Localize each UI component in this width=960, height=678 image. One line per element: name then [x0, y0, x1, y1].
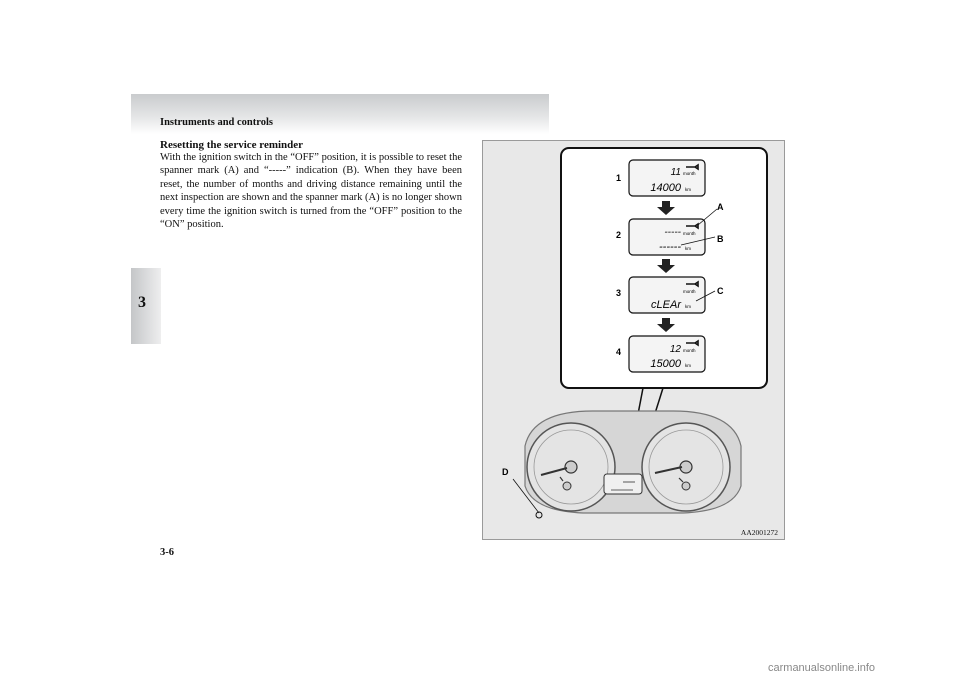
section-body: With the ignition switch in the “OFF” position, it is possible to reset the spanner mark (A) and “-----” indication (B). When they have been reset, the number of months and driving distance remaining until the next inspection are shown and the spanner mark (A) is no longer shown every time the ignition switch is turned from the “OFF” position to the “ON” position.: [160, 152, 462, 231]
step-number-1: 1: [616, 173, 622, 183]
service-reminder-figure: [482, 140, 785, 540]
km-unit-4: km: [685, 363, 691, 368]
month-value-2: -----: [664, 227, 681, 238]
month-unit-2: month: [683, 231, 696, 236]
month-value-1: 11: [670, 167, 681, 178]
callout-label-d: D: [502, 467, 509, 477]
figure-illustration: [483, 141, 786, 541]
km-unit-2: km: [685, 246, 691, 251]
month-value-4: 12: [669, 344, 681, 355]
km-value-2: ------: [659, 241, 681, 253]
section-heading: Resetting the service reminder: [160, 139, 304, 151]
callout-label-a: A: [717, 202, 724, 212]
km-value-1: 14000: [650, 182, 681, 194]
figure-code: AA2001272: [740, 528, 778, 537]
instrument-cluster: [525, 411, 741, 513]
km-value-4: 15000: [650, 358, 681, 370]
km-unit-3: km: [685, 304, 691, 309]
header-title: Instruments and controls: [160, 117, 273, 128]
km-value-3: cLEAr: [651, 299, 681, 311]
km-unit-1: km: [685, 187, 691, 192]
header-band: [131, 94, 549, 134]
callout-label-c: C: [717, 286, 724, 296]
page-number: 3-6: [160, 547, 174, 558]
callout-label-b: B: [717, 234, 724, 244]
month-unit-3: month: [683, 289, 696, 294]
display-step-4: [629, 336, 705, 372]
watermark[interactable]: carmanualsonline.info: [768, 662, 876, 674]
chapter-tab: [131, 268, 161, 344]
month-unit-4: month: [683, 348, 696, 353]
chapter-tab-number: 3: [138, 294, 146, 311]
display-step-1: [629, 160, 705, 196]
display-step-2: [629, 219, 705, 255]
month-unit-1: month: [683, 171, 696, 176]
step-number-4: 4: [616, 347, 622, 357]
step-number-2: 2: [616, 230, 622, 240]
cluster-display: [604, 474, 642, 494]
display-step-3: [629, 277, 705, 313]
step-number-3: 3: [616, 288, 622, 298]
